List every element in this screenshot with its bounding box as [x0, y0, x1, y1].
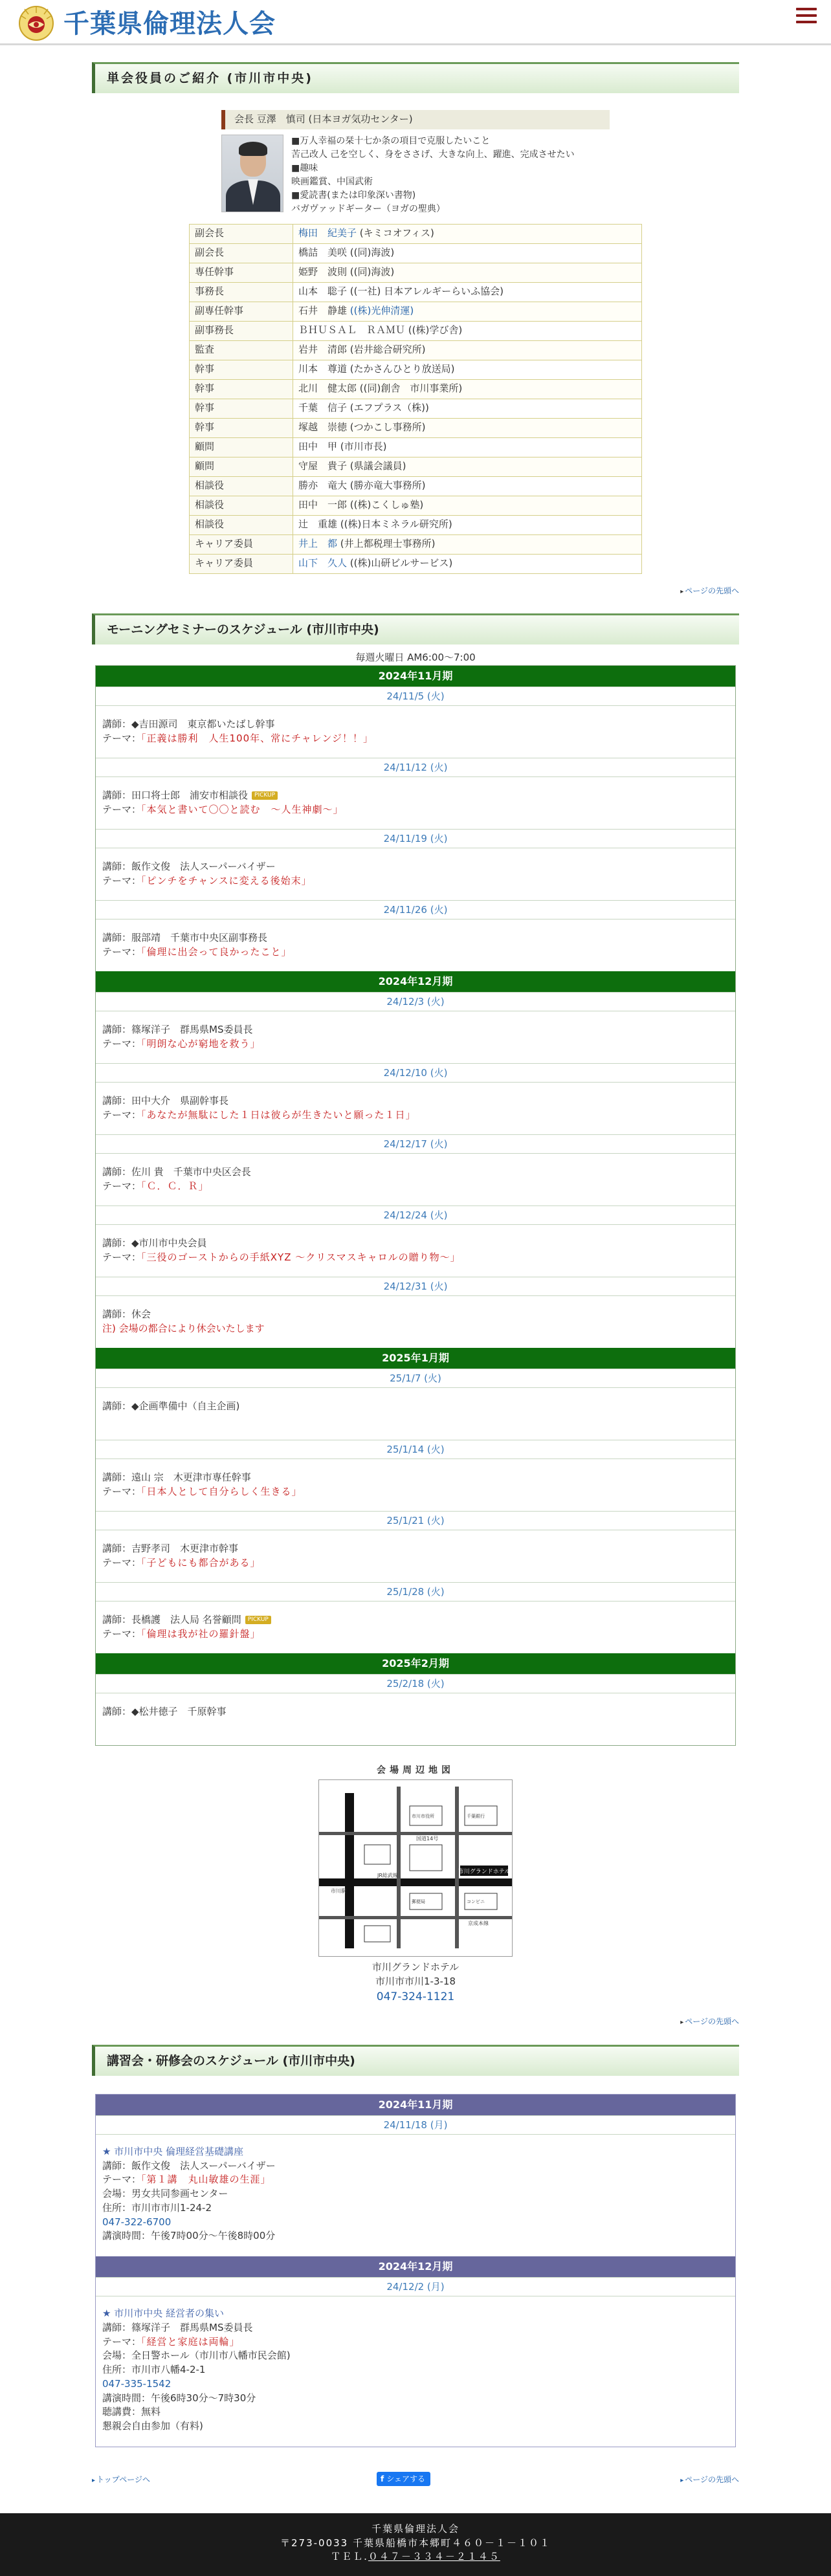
course-section-title: 講習会・研修会のスケジュール (市川市中央): [92, 2045, 739, 2076]
seminar-entry: [96, 1296, 735, 1348]
speaker-label: 講師：: [102, 1614, 132, 1625]
seminar-entry: [96, 1011, 735, 1063]
speaker-label: 講師：: [102, 789, 132, 801]
footer-org: 千葉県倫理法人会: [371, 2522, 460, 2535]
seminar-entry: [96, 1530, 735, 1582]
seminar-theme: [102, 1485, 729, 1499]
main-content: [92, 62, 739, 2494]
officer-role: 相談役: [190, 515, 293, 534]
map-road-a-label: 国道14号: [416, 1836, 439, 1842]
officer-name: [293, 302, 642, 321]
course-info-line: 講演時間：午後7時00分～午後8時00分: [102, 2230, 276, 2242]
officer-name: [293, 437, 642, 457]
officer-role: 事務長: [190, 282, 293, 302]
seminar-date: 25/1/7 (火): [96, 1369, 735, 1388]
officer-role: 顧問: [190, 437, 293, 457]
officer-name: [293, 554, 642, 573]
officer-row: [190, 399, 642, 418]
officer-role: 相談役: [190, 496, 293, 515]
speaker-name: 服部靖 千葉市中央区副事務長: [131, 932, 268, 943]
seminar-date: 24/11/5 (火): [96, 687, 735, 706]
seminar-time-caption: 毎週火曜日 AM6:00～7:00: [355, 652, 476, 664]
seminar-section-title: モーニングセミナーのスケジュール (市川市中央): [92, 613, 739, 644]
bio-line: ■愛読書(または印象深い書物): [291, 190, 416, 201]
speaker-name: ◆企画準備中（自主企画): [131, 1400, 240, 1412]
seminar-date: 24/11/26 (火): [96, 900, 735, 919]
map-spot-4-label: コンビニ: [467, 1899, 485, 1905]
footer-address: 〒273-0033 千葉県船橋市本郷町４６０－１－１０１: [280, 2537, 551, 2549]
theme-text: 「ピンチをチャンスに変える後始末」: [141, 874, 312, 886]
officer-name-text: 北川 健太郎 ((同)創舎 市川事業所): [298, 382, 463, 395]
speaker-name: ◆吉田源司 東京都いたばし幹事: [131, 718, 275, 730]
officers-section-title: 単会役員のご紹介 (市川市中央): [92, 62, 739, 93]
theme-text: 「本気と書いて〇〇と読む ～人生神劇～」: [141, 803, 344, 815]
site-footer: [0, 2513, 831, 2576]
seminar-speaker: [102, 1542, 729, 1556]
course-info-line: 住所：市川市市川1-24-2: [102, 2201, 212, 2214]
seminar-entry: [96, 1693, 735, 1745]
seminar-speaker: [102, 718, 729, 732]
course-date: 24/11/18 (月): [96, 2115, 735, 2135]
venue-map-block: [92, 1764, 739, 2005]
course-entry: [96, 2296, 735, 2447]
theme-label: テーマ：: [102, 2174, 142, 2186]
month-header: 2024年11月期: [96, 666, 735, 687]
seminar-date: 25/1/21 (火): [96, 1511, 735, 1530]
hamburger-menu-icon[interactable]: [796, 8, 817, 26]
officer-name-text: 塚越 崇徳 (つかこし事務所): [298, 421, 426, 434]
officer-name-link[interactable]: 山下 久人: [298, 557, 348, 569]
officer-row: [190, 360, 642, 379]
theme-text: 「経営と家庭は両輪」: [141, 2335, 240, 2348]
officer-name-text: 辻 重雄 ((株)日本ミネラル研究所): [298, 518, 452, 531]
officer-row: [190, 437, 642, 457]
seminar-entry: [96, 848, 735, 900]
course-info-line: 住所：市川市八幡4-2-1: [102, 2364, 206, 2376]
bio-line: 映画鑑賞、中国武術: [291, 176, 373, 187]
officer-role: 幹事: [190, 418, 293, 437]
officer-row: [190, 496, 642, 515]
seminar-theme: [102, 1251, 729, 1265]
theme-label: テーマ：: [102, 1180, 142, 1192]
seminar-entry: [96, 1083, 735, 1134]
speaker-name: 休会: [131, 1308, 151, 1320]
venue-map-graphic: [319, 1780, 512, 1956]
officer-name-text: 姫野 波則 ((同)海波): [298, 266, 395, 278]
seminar-speaker: [102, 1705, 729, 1719]
seminar-theme: [102, 945, 729, 960]
seminar-entry: [96, 1459, 735, 1511]
month-header: 2024年12月期: [96, 2256, 735, 2277]
seminar-date: 24/12/24 (火): [96, 1205, 735, 1225]
speaker-name: ◆松井徳子 千原幹事: [131, 1706, 227, 1717]
seminar-speaker: [102, 1237, 729, 1251]
seminar-entry: [96, 706, 735, 758]
seminar-speaker: [102, 1023, 729, 1037]
seminar-date: 24/12/3 (火): [96, 992, 735, 1011]
officer-role: 幹事: [190, 379, 293, 399]
course-info-line: 聴講費：無料: [102, 2406, 161, 2418]
course-info-line: 講師：飯作文俊 法人スーパーバイザー: [102, 2159, 276, 2172]
officer-name: [293, 282, 642, 302]
seminar-schedule: [95, 665, 736, 1746]
theme-label: テーマ：: [102, 1251, 142, 1263]
seminar-speaker: [102, 860, 729, 874]
speaker-name: ◆市川市中央会員: [131, 1237, 207, 1249]
footer-tel-label: ＴＥＬ.: [331, 2551, 368, 2563]
course-info-line: 会場：男女共同参画センター: [102, 2188, 228, 2200]
course-tel-link[interactable]: 047-335-1542: [102, 2377, 172, 2390]
footer-tel-link[interactable]: ０４７－３３４－２１４５: [368, 2551, 500, 2563]
seminar-speaker: [102, 1400, 729, 1414]
theme-label: テーマ：: [102, 874, 142, 886]
seminar-date: 24/12/31 (火): [96, 1277, 735, 1296]
emblem-icon[interactable]: [16, 5, 57, 41]
officer-name-text: 田中 一郎 ((株)こくしゅ塾): [298, 499, 424, 511]
officer-name: [293, 534, 642, 554]
map-spot-2-label: 千葉銀行: [467, 1814, 485, 1820]
seminar-theme: [102, 732, 729, 746]
venue-map[interactable]: [318, 1779, 513, 1957]
speaker-label: 講師：: [102, 1308, 132, 1320]
seminar-entry: [96, 919, 735, 971]
theme-text: 「倫理に出会って良かったこと」: [141, 945, 292, 958]
officer-name-text: 川本 尊道 (たかさんひとり放送局): [298, 363, 455, 375]
bio-line: バガヴァッドギーター（ヨガの聖典）: [291, 203, 445, 214]
president-bio: [283, 135, 575, 216]
course-info-line: 懇親会自由参加（有料): [102, 2420, 203, 2432]
facebook-icon: f: [381, 2474, 384, 2483]
officer-row: [190, 340, 642, 360]
course-entry: [96, 2135, 735, 2256]
seminar-date: 24/11/12 (火): [96, 758, 735, 777]
officer-name-text: ((株)山研ビルサービス): [347, 557, 453, 569]
theme-label: テーマ：: [102, 732, 142, 744]
speaker-label: 講師：: [102, 861, 132, 872]
speaker-name: 飯作文俊 法人スーパーバイザー: [131, 861, 276, 872]
theme-label: テーマ：: [102, 1627, 142, 1640]
seminar-date: 25/2/18 (火): [96, 1674, 735, 1693]
officer-name-text: 千葉 信子 (エフプラス（株)): [298, 402, 429, 414]
bottom-nav: [92, 2468, 739, 2494]
officer-row: [190, 379, 642, 399]
officer-name: [293, 496, 642, 515]
site-title[interactable]: 千葉県倫理法人会: [63, 8, 276, 39]
share-label: シェアする: [386, 2474, 425, 2483]
theme-text: 「倫理は我が社の羅針盤」: [141, 1627, 261, 1640]
officer-name-link[interactable]: 梅田 紀美子: [298, 227, 357, 239]
top-page-link[interactable]: ▸ トップページへ: [92, 2474, 150, 2486]
seminar-date: 24/11/19 (火): [96, 829, 735, 848]
seminar-speaker: [102, 1613, 729, 1627]
officer-name: [293, 360, 642, 379]
speaker-label: 講師：: [102, 932, 132, 943]
officer-name: [293, 224, 642, 243]
officer-name: [293, 476, 642, 496]
bio-line: ■万人幸福の栞十七か条の項目で克服したいこと: [291, 135, 491, 146]
theme-text: 「子どもにも都合がある」: [141, 1556, 261, 1569]
officer-name-text: ＢＨＵＳＡＬ ＲＡＭＵ ((株)学び舎): [298, 324, 463, 336]
officer-row: [190, 243, 642, 263]
officer-row: [190, 302, 642, 321]
seminar-theme: [102, 803, 729, 817]
officer-name: [293, 379, 642, 399]
seminar-date: 25/1/14 (火): [96, 1440, 735, 1459]
president-photo: [221, 135, 283, 212]
speaker-label: 講師：: [102, 1024, 132, 1035]
speaker-label: 講師：: [102, 1237, 132, 1249]
map-title: 会場周辺地図: [377, 1765, 454, 1776]
officer-name-text: 田中 甲 (市川市長): [298, 441, 387, 453]
officer-name-text: 守屋 貴子 (県議会議員): [298, 460, 406, 472]
seminar-date: 25/1/28 (火): [96, 1582, 735, 1602]
officer-role: 副事務長: [190, 321, 293, 340]
speaker-label: 講師：: [102, 1706, 132, 1717]
theme-text: 「正義は勝利 人生100年、常にチャレンジ！！」: [141, 732, 373, 744]
map-hotel-tag: 市川グランドホテル: [458, 1869, 511, 1876]
officer-name-text: 山本 聡子 ((一社) 日本アレルギーらいふ協会): [298, 285, 504, 298]
officer-role: キャリア委員: [190, 554, 293, 573]
officer-role: 監査: [190, 340, 293, 360]
venue-address: 市川市市川1-3-18: [375, 1976, 456, 1988]
to-top-link[interactable]: ページの先頭へ: [685, 2017, 739, 2027]
theme-label: テーマ：: [102, 1556, 142, 1569]
month-header: 2025年1月期: [96, 1348, 735, 1369]
officer-company-link[interactable]: ((株)光伸清運): [349, 305, 414, 317]
officer-name: [293, 515, 642, 534]
theme-text: 「あなたが無駄にした１日は彼らが生きたいと願った１日」: [141, 1108, 416, 1121]
officer-name: [293, 340, 642, 360]
officer-name: [293, 418, 642, 437]
theme-text: 「Ｃ．Ｃ．Ｒ」: [141, 1180, 209, 1192]
officer-role: 相談役: [190, 476, 293, 496]
seminar-entry: [96, 777, 735, 829]
theme-label: テーマ：: [102, 945, 142, 958]
speaker-label: 講師：: [102, 1166, 132, 1178]
officer-name: [293, 399, 642, 418]
seminar-theme: [102, 1180, 729, 1194]
seminar-speaker: [102, 1308, 729, 1322]
officer-role: キャリア委員: [190, 534, 293, 554]
theme-label: テーマ：: [102, 1485, 142, 1497]
seminar-entry: [96, 1602, 735, 1653]
officer-name-text: (井上都税理士事務所): [337, 538, 436, 550]
officer-row: [190, 457, 642, 476]
officer-name: [293, 321, 642, 340]
officer-name-text: 勝亦 竜大 (勝亦竜大事務所): [298, 479, 426, 492]
officer-role: 専任幹事: [190, 263, 293, 282]
map-spot-3-label: 郵便局: [412, 1899, 425, 1905]
course-info-line: 講演時間：午後6時30分～7時30分: [102, 2392, 256, 2404]
theme-label: テーマ：: [102, 1037, 142, 1050]
speaker-name: 篠塚洋子 群馬県MS委員長: [131, 1024, 253, 1035]
course-theme: [102, 2335, 729, 2350]
officer-row: [190, 534, 642, 554]
speaker-name: 佐川 貴 千葉市中央区会長: [131, 1166, 251, 1178]
officer-row: [190, 554, 642, 573]
to-top-link[interactable]: ページの先頭へ: [685, 586, 739, 595]
president-profile: [221, 110, 610, 216]
officer-name-text: 橋詰 美咲 ((同)海波): [298, 247, 395, 259]
course-schedule: [95, 2094, 736, 2447]
map-station-label: 市川駅: [331, 1888, 346, 1895]
speaker-name: 田中大介 県副幹事長: [131, 1095, 229, 1106]
seminar-entry: [96, 1225, 735, 1277]
president-name: 会長 豆澤 慎司 (日本ヨガ気功センター): [221, 110, 610, 129]
course-date: 24/12/2 (月): [96, 2277, 735, 2296]
course-info-line: 講師：篠塚洋子 群馬県MS委員長: [102, 2321, 253, 2333]
officer-name-link[interactable]: 井上 都: [298, 538, 338, 550]
course-tel-link[interactable]: 047-322-6700: [102, 2216, 172, 2228]
seminar-speaker: [102, 1165, 729, 1180]
bio-line: 苦己改人 己を空しく、身をささげ、大きな向上、躍進、完成させたい: [291, 149, 575, 160]
speaker-name: 吉野孝司 木更津市幹事: [131, 1543, 239, 1554]
officer-role: 副会長: [190, 243, 293, 263]
officer-row: [190, 282, 642, 302]
theme-text: 「日本人として自分らしく生きる」: [141, 1485, 302, 1497]
site-header: [0, 0, 831, 45]
theme-text: 「明朗な心が窮地を救う」: [141, 1037, 261, 1050]
speaker-name: 長橋護 法人局 名誉顧問: [131, 1614, 241, 1625]
theme-label: テーマ：: [102, 803, 142, 815]
seminar-theme: [102, 1108, 729, 1123]
course-name[interactable]: ★ 市川市中央 倫理経営基礎講座: [102, 2145, 729, 2159]
seminar-speaker: [102, 789, 729, 803]
officer-row: [190, 224, 642, 243]
officer-name-text: 岩井 清郎 (岩井総合研究所): [298, 344, 426, 356]
course-name[interactable]: ★ 市川市中央 経営者の集い: [102, 2307, 729, 2321]
month-header: 2024年12月期: [96, 971, 735, 992]
officer-row: [190, 263, 642, 282]
officer-name: [293, 457, 642, 476]
month-header: 2024年11月期: [96, 2095, 735, 2115]
facebook-share-button[interactable]: [377, 2472, 430, 2486]
officers-table: [189, 224, 642, 574]
theme-text: 「三役のゴーストからの手紙XYZ ～クリスマスキャロルの贈り物～」: [141, 1251, 461, 1263]
venue-tel-link[interactable]: 047-324-1121: [376, 1990, 455, 2003]
speaker-label: 講師：: [102, 1095, 132, 1106]
bio-line: ■趣味: [291, 162, 318, 173]
theme-label: テーマ：: [102, 1108, 142, 1121]
seminar-speaker: [102, 1471, 729, 1485]
officer-row: [190, 418, 642, 437]
officer-role: 顧問: [190, 457, 293, 476]
officer-row: [190, 515, 642, 534]
officer-role: 副会長: [190, 224, 293, 243]
seminar-speaker: [102, 931, 729, 945]
officer-role: 幹事: [190, 399, 293, 418]
map-road-c-label: JR総武線: [377, 1873, 398, 1879]
map-spot-1-label: 市川市役所: [412, 1814, 434, 1820]
seminar-note: 注) 会場の都合により休会いたします: [102, 1322, 265, 1334]
venue-name: 市川グランドホテル: [371, 1961, 460, 1974]
month-header: 2025年2月期: [96, 1653, 735, 1674]
seminar-entry: [96, 1388, 735, 1440]
seminar-speaker: [102, 1094, 729, 1108]
officer-role: 副専任幹事: [190, 302, 293, 321]
officer-row: [190, 476, 642, 496]
seminar-theme: [102, 1556, 729, 1570]
theme-text: 「第１講 丸山敏雄の生涯」: [141, 2174, 271, 2186]
pickup-badge: PICKUP: [252, 791, 278, 800]
speaker-label: 講師：: [102, 1471, 132, 1483]
seminar-theme: [102, 1037, 729, 1051]
to-top-link[interactable]: ▸ ページの先頭へ: [680, 2474, 739, 2486]
seminar-theme: [102, 874, 729, 888]
seminar-entry: [96, 1154, 735, 1205]
course-info-line: 会場：全日警ホール（市川市八幡市民会館): [102, 2350, 291, 2362]
speaker-name: 遠山 宗 木更津市専任幹事: [131, 1471, 251, 1483]
officer-name: [293, 243, 642, 263]
speaker-label: 講師：: [102, 718, 132, 730]
officer-name-text: 石井 静雄: [298, 305, 350, 317]
officer-name: [293, 263, 642, 282]
officer-name-text: (キミコオフィス): [357, 227, 434, 239]
course-theme: [102, 2173, 729, 2187]
map-road-b-label: 京成本線: [468, 1921, 489, 1927]
theme-label: テーマ：: [102, 2335, 142, 2348]
pickup-badge: PICKUP: [245, 1616, 271, 1624]
speaker-label: 講師：: [102, 1400, 132, 1412]
officer-row: [190, 321, 642, 340]
seminar-theme: [102, 1627, 729, 1642]
speaker-name: 田口将士郎 浦安市相談役: [131, 789, 249, 801]
seminar-date: 24/12/10 (火): [96, 1063, 735, 1083]
speaker-label: 講師：: [102, 1543, 132, 1554]
officer-role: 幹事: [190, 360, 293, 379]
seminar-date: 24/12/17 (火): [96, 1134, 735, 1154]
